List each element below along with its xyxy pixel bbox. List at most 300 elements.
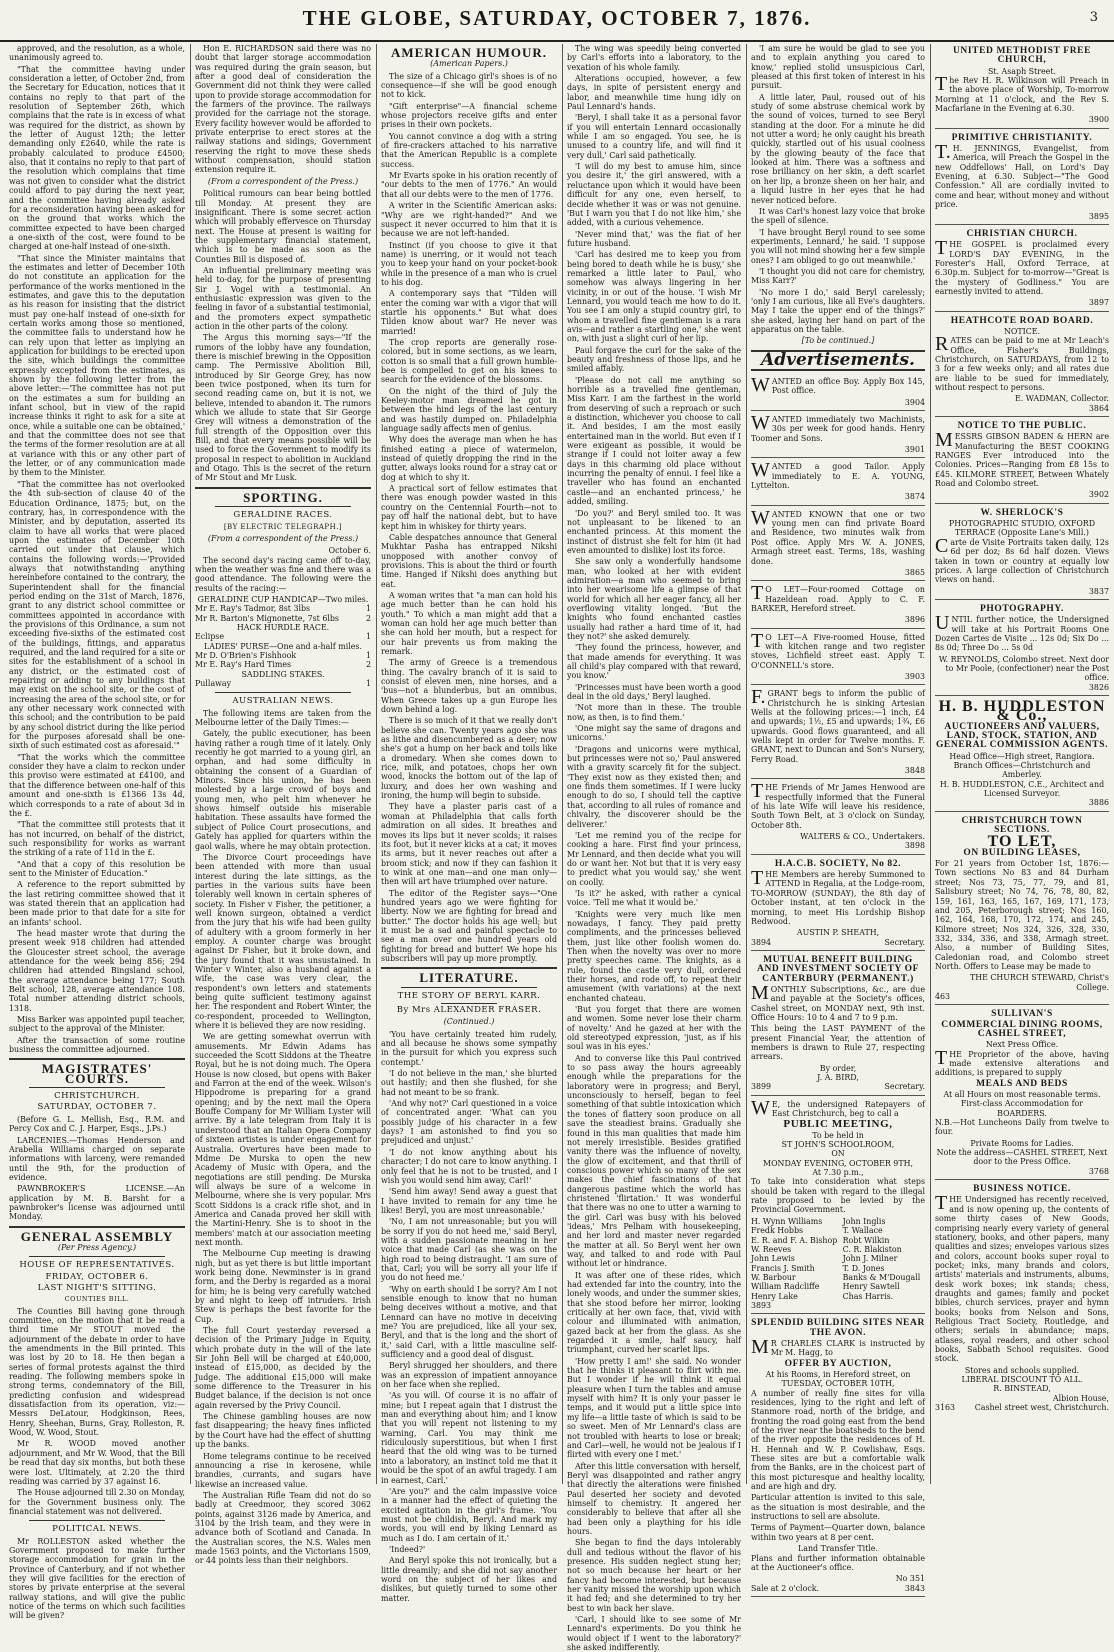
- correspondent-note: (From a correspondent of the Press.): [207, 176, 359, 186]
- ad-text: A number of really fine sites for villa residences, lying to the right and left of Stanmore road, north of the bridge, and fronting the road going east from the bend of the river near the boatsheds to the bend of the river opposite the residences of H. H. Hennah and W. P. Cowlishaw, Esqs. These sites are but a comfortable walk from the Banks, are in the choicest part of this most picturesque and healthy locality, and are high and dry.: [751, 1388, 925, 1492]
- ad-by-order: By order,: [819, 1063, 857, 1073]
- ad-line: Stores and schools supplied.: [964, 1365, 1080, 1375]
- ad-text: TO LET—A Five-roomed House, fitted with kitchen range and two register stoves, Lichfield street east. Apply T. O'CONNELL's store.: [751, 629, 925, 670]
- paragraph: After this little conversation with herself, Beryl was disappointed and rather angry that directly the alterations were finished Paul deserted her society and devoted himself to chemistry. It angered her considerably to believe that after all she had been only a plaything for his idle hours.: [567, 1461, 741, 1536]
- signatory-row: [751, 1217, 925, 1226]
- notices: [935, 44, 1109, 696]
- literature-heading: LITERATURE.: [419, 970, 519, 986]
- section-date: FRIDAY, OCTOBER 6.: [45, 1271, 149, 1282]
- paragraph: Mr Evarts spoke in his oration recently of "our debts to the men of 1776." An would that all our debts were to the men of 1776.: [381, 171, 557, 199]
- horse-entry: Mr D. O'Brien's Fishhook: [195, 650, 297, 660]
- paragraph: 'No, I am not unreasonable; but you will be sorry if you do not heed me,' said Beryl, with a sudden passionate meaning in her voice that made Carl (as she was on the high road to being distraught. 'I am sure of that, Carl; you will be sorry all your life if you do not heed me.': [381, 1217, 557, 1283]
- signatories-table: [751, 1217, 925, 1301]
- paragraph: 'I am sure he would be glad to see you and to explain anything you cared to know,' replied stolid unsuspicious Carl, pleased at this first token of interest in his pursuit.: [751, 44, 925, 91]
- ad-code: 3893: [751, 1300, 772, 1310]
- signatory: William Radcliffe: [751, 1282, 820, 1292]
- race-result-row: [195, 632, 371, 641]
- business-notice-ad: [935, 1182, 1109, 1415]
- race-result-row: [195, 604, 371, 613]
- paragraph: 'But you forget that there are women and women. Some never lose their charm of novelty.' And he gazed at her with the old stereotyped expression, 'just, as if his soul was in his eyes.': [567, 1005, 741, 1052]
- ad-heading: W. SHERLOCK'S: [980, 507, 1064, 518]
- political-rumours: [195, 189, 371, 483]
- ad-text: THE GOSPEL is proclaimed every LORD'S DAY EVENING, in the Forester's Hall, Oxford Terrace, at 6.30p.m. Subject for to-morrow—"Great is the mystery of Godliness." You are earnestly invited to attend.: [935, 237, 1109, 296]
- paragraph: The Chinese gambling houses are now fast disappearing; the heavy fines inflicted by the Court have had the effect of shutting up the banks.: [195, 1412, 371, 1450]
- divider: [215, 506, 351, 507]
- paragraph: 'Are you?' and the calm impassive voice in a manner had the effect of quieting the excited agitation in the girl's frame. 'You must not be childish, Beryl. And mark my words, you will end by liking Lennard as much as I do. I am certain of it.': [381, 1486, 557, 1543]
- divider: [9, 1226, 185, 1228]
- signatory-row: [751, 1236, 925, 1245]
- paragraph: 'I do not believe in the man,' she blurted out hastily; and then she flushed, for she had not meant to be so frank.: [381, 1069, 557, 1097]
- ad-text: MESSRS GIBSON BADEN & HERN are Manufacturing the BEST COOKING RANGES Ever introduced into the Colonies. Prices—Ranging from £8 15s to £45. KILMORE STREET, Between Whately Road and Colombo street.: [935, 429, 1109, 489]
- paragraph: They have a plaster paris cast of a woman at Philadelphia that calls forth admiration on all sides. It breathes and moves its lips but it never scolds; it raises its foot, but it never kicks at a cat; it moves its arms, but it never reaches out after a broom stick; and now if they can fashion it to wink at one man—and one man only—then will art have triumphed over nature.: [381, 802, 557, 887]
- ad-text: The Rev H. R. Wilkinson will Preach in the above place of Worship, To-morrow Morning at 11 o'clock, and the Rev S. Macfarlane in the Evening at 6.30.: [935, 73, 1109, 114]
- ad-text: WANTED a good Tailor. Apply immediately to E. A. YOUNG, Lyttelton.: [751, 459, 925, 491]
- ad-code: 3837: [1088, 586, 1109, 596]
- ad-line: At 7.30 p.m.,: [812, 1168, 864, 1178]
- ad-code: 3901: [904, 445, 925, 455]
- paragraph: You cannot convince a dog with a string of fire-crackers attached to his narrative that the American Republic is a complete success.: [381, 131, 557, 169]
- ad-heading: SULLIVAN'S: [991, 1009, 1053, 1020]
- ad-code: 3897: [1088, 298, 1109, 308]
- paragraph: A contemporary says that "Tilden will enter the coming war with a vigor that will startle his opponents." But what does Tilden know about war? He never was married!: [381, 289, 557, 336]
- paragraph: It was after one of these rides, which had extended far into the country, into the lonely woods, and under the summer skies, that she stood before her mirror, looking critically at her own face, that, vivid with colour and illuminated with animation, gazed back at her from the glass. As she regarded it a smile, half saucy, half triumphant, curved her scarlet lips.: [567, 1270, 741, 1355]
- race-result-row: [195, 651, 371, 660]
- paragraph: Cable despatches announce that General Mukhtar Pasha has entrapped Nikshi unopposed with another convoy of provisions. This is about the third or fourth time. Hanged if Nikshi does anything but eat.: [381, 532, 557, 589]
- paragraph: 'Please do not call me anything so horrible as a travelled fine gentleman, Miss Karr. I am the farthest in the world from deserving of such a reproach or such a distinction, whichever you choose to call it. And besides, I am the most easily entertained man in the world. But even if I were exigeant as possible, it would be strange if I could not loiter away a few days in this charming old place without incurring the penalty of ennui. I feel like a traveller who has found an enchanted castle—and an enchanted princess,' he added, smiling.: [567, 375, 741, 507]
- section-subheading: (American Papers.): [430, 59, 508, 69]
- correspondent-note: (From a correspondent of the Press.): [207, 533, 359, 543]
- paragraph: 'Indeed?': [389, 1544, 426, 1554]
- signatory-row: [751, 1245, 925, 1254]
- paragraph: 'Never mind that,' was the fiat of her future husband.: [567, 229, 741, 248]
- huddleston-ad: [935, 698, 1109, 812]
- ad-code: 3900: [1088, 115, 1109, 125]
- paragraph: The size of a Chicago girl's shoes is of no consequence—if she will be good enough not to kick.: [381, 71, 557, 100]
- ad-code: 3902: [1088, 490, 1109, 500]
- ad-signature: W. REYNOLDS, Colombo street. Next door to Mr Poole, (confectioner) near the Post office.: [938, 654, 1109, 683]
- mutual-benefit-notice: [751, 953, 925, 1096]
- paragraph: The Argus this morning says—"If the rumors of the lobby have any foundation, there is mischief brewing in the Opposition camp. The Permissive Abolition Bill, introduced by Sir George Grey, has now been twice postponed, when its turn for second reading came on, but it is not, we believe, intended to abandon it. The rumors which we allude to state that Sir George Grey will witness a demonstration of the full strength of the Opposition over this Bill, and that every means possible will be used to force the Government to modify its proposal in respect to abolition in Auckland and Otago. This is the secret of the return of Mr Stout and Mr Lusk.: [195, 333, 371, 483]
- political-news: [9, 1537, 185, 1621]
- paragraph: 'Princesses must have been worth a good deal in the old days,' Beryl laughed.: [567, 682, 741, 702]
- ad-line: First-class Accommodation for BOARDERS.: [960, 1099, 1084, 1118]
- signatory: C. R. Blakiston: [842, 1244, 902, 1254]
- page-number: 3: [1089, 10, 1098, 25]
- ad-text: THE Members are hereby Summoned to ATTEND in Regalia, at the Lodge-room, TO-MORROW (SUNDAY), the 8th day of October instant, at ten o'clock in the morning, to meet His Lordship Bishop Redwood.: [751, 867, 925, 926]
- ad-signature: R. BINSTEAD,: [993, 1384, 1051, 1394]
- ad-line: To be held in: [812, 1130, 864, 1140]
- ad-heading: H. B. HUDDLESTON & Co.,: [938, 697, 1106, 725]
- ad-code: 3843: [904, 1583, 925, 1593]
- paragraph: The wing was speedily being converted by Carl's efforts into a laboratory, to the vexation of his whole family.: [567, 44, 741, 72]
- signatory: W. Reeves: [751, 1244, 792, 1254]
- bill-heading: COUNTIES BILL.: [64, 1295, 130, 1304]
- ad-code: 3768: [1088, 1166, 1109, 1176]
- paragraph: The Melbourne Cup meeting is drawing nigh, but as yet there is but little important work being done. Newminster is in grand form, and the Derby is regarded as a moral for him; he is being very carefully watched by and night to keep off intruders. Irish Stew is perhaps the best favorite for the Cup.: [195, 1249, 371, 1324]
- ad-line: MONDAY EVENING, OCTOBER 9TH,: [763, 1158, 913, 1168]
- paragraph: A woman writes that "a man can hold his age much better than he can hold his youth." To which a man might add that a woman can hold her age much better than she can hold her mouth, but a respect for our hair prevents us from making the remark.: [381, 590, 557, 656]
- paragraph: The following items are taken from the Melbourne letter of the Daily Times:—: [195, 708, 371, 728]
- divider: [9, 1058, 185, 1060]
- paragraph: 'I do not know anything about his character; I do not care to know anything. I only feel that he is not to be trusted, and I wish you would send him away, Carl!': [381, 1147, 557, 1185]
- ad-code: 3848: [904, 766, 925, 776]
- ad-line: At all Hours on most reasonable terms.: [943, 1090, 1101, 1100]
- ad-heading: HEATHCOTE ROAD BOARD.: [950, 315, 1094, 326]
- ad-code: 3894: [751, 937, 772, 947]
- classified-ad: [751, 687, 925, 779]
- ad-text: WANTED KNOWN that one or two young men can find private Board and Residence, two minutes walk from Post office. Apply Mrs W. A. JONES, Armagh street east. Terms, 18s, washing done.: [751, 506, 925, 566]
- paragraph: And to converse like this Paul contrived to so pass away the hours agreeably enough while the preparations for the laboratory were in progress; and Beryl, unconsciously to herself, began to feel something of that subtle intoxication which the tones of flattery soon produce on all save the steadiest brains. Gradually she found in this man qualities that made him not merely irresistible. Besides gratified vanity there was the influence of novelty, the glow of excitement, and that thrill of conscious power which so many of the sex makes the chief fascinations of that dangerous pastime which the world has christened 'flirtation.' It was wonderful that there was no one to utter a warning to the girl. Carl was busy with his beloved 'ideas,' Mrs Pelham with housekeeping, and her lord and master never regarded the matter at all. So Beryl went her own way, and talked to and rode with Paul without let or hindrance.: [567, 1053, 741, 1269]
- ad-line: Next Press Office.: [985, 1040, 1059, 1050]
- ad-text: F.GRANT begs to inform the public of Christchurch he is sinking Artesian Wells at the following prices:—1 inch, £4 and upwards; 1½, £5 and upwards; 1¾, £6 upwards. Good flows guaranteed, and all wells kept in order for Twelve months. F. GRANT, next to Duncan and Son's Nursery, Ferry Road.: [751, 686, 925, 764]
- ad-heading: CHRISTIAN CHURCH.: [966, 228, 1078, 239]
- ad-code: 463: [935, 991, 951, 1001]
- paragraph: We are getting somewhat overrun with amusements. Mr Edwin Adams has succeeded the Scott Siddons at the Theatre Royal, but he is not doing much. The Opera House is now closed, but opens with Baker and Farron at the end of the week. Wilson's Hippodrome is preparing for a grand opening; and by the next mail the Opera Bouffe Company for Mr William Lyster will arrive. By a late telegram from Italy it is understood that an Italian Opera Company of sixteen artistes is under engagement for Australia. Overtures have been made to Mdme De Murska to open the new Academy of Music with Opera, and the negotiations are still pending. De Murska will always be sure of a welcome in Melbourne, where she is very popular. Mrs Scott Siddons is a crack rifle shot, and in America and Canada proved her skill with the Martini-Henry. She is to shoot in the members' match at our association meeting next month.: [195, 1032, 371, 1247]
- signatory-row: [751, 1292, 925, 1301]
- divider: [29, 1520, 165, 1521]
- australian-news: [195, 709, 371, 1566]
- paragraph: A little later, Paul, roused out of his study of some abstruse chemical work by the sound of voices, turned to see Beryl standing at the door. For a minute he did not utter a word; he only caught his breath quickly, startled out of his usual coolness by the glowing beauty of the face that looked at him. There was a softness and rose brilliancy on her skin, a deft scarlet on her lip, a bronze sheen on her hair, and a liquid lustre in her eyes that he had never noticed before.: [751, 92, 925, 205]
- ad-code: 3886: [1088, 798, 1109, 808]
- paragraph: On the night of the third of July the Keeley-motor man dreamed he got in between the hind legs of the last century and was hastily dumped on. Philadelphia language sadly affects men of genius.: [381, 386, 557, 434]
- horse-entry: Mr R. Barton's Mignonette, 7st 6lbs: [195, 613, 339, 623]
- paragraph: "That the works which the committee consider they have a claim to reckon under this proviso were estimated at £4100, and that the difference between one-half of this amount and one-sixth is £1366 13s 4d, which corresponds to a rate of about 3d in the £.: [9, 752, 185, 818]
- race-name: LADIES' PURSE—One and a-half miles.: [204, 641, 362, 651]
- race-result-row: [195, 679, 371, 688]
- paragraph: The head master wrote that during the present week 918 children had attended the Gloucester street school, the average attendance for the week being 856; 294 children had attended Bingsland school, the average attendance being 177; South Belt school, 128, average attendance 108. Total number attending district schools, 1318.: [9, 928, 185, 1013]
- ad-line: Head Office—High street, Rangiora.: [949, 751, 1095, 761]
- classified-ad: [751, 375, 925, 411]
- section-subheading: CHRISTCHURCH.: [54, 1091, 140, 1102]
- sullivans-ad: [935, 1007, 1109, 1180]
- paragraph: 'Why on earth should I be sorry? Am I not sensible enough to know that no human being deceives without a motive, and that Lennard can have no motive in deceiving me? You are prejudiced, like all your sex, Beryl, and that is the long and the short of it,' said Carl, with a little masculine self-sufficiency and a good deal of disgust.: [381, 1284, 557, 1360]
- newspaper-title: THE GLOBE, SATURDAY, OCTOBER 7, 1876.: [302, 6, 812, 30]
- ad-line: ON: [831, 1149, 845, 1159]
- signatory: Banks & M'Dougall: [842, 1272, 921, 1282]
- paragraph: 'No more I do,' said Beryl carelessly; 'only I am curious, like all Eve's daughters. May I take the upper end of the things?' she asked, laying her hand on part of the apparatus on the table.: [751, 287, 925, 334]
- paragraph: She began to find the days intolerably dull and tedious without the flavor of his presence. His sudden neglect stung her; not so much because her heart or her fancy had become interested, but because her vanity missed the worship upon which it had fed; and she determined to try her best to win back her slave.: [567, 1538, 741, 1613]
- story-text-continued: [751, 44, 925, 334]
- paragraph: 'I thought you did not care for chemistry, Miss Karr?': [751, 266, 925, 286]
- paragraph: And Beryl spoke this not ironically, but a little dreamily; and she did not say another word on the subject of her likes and dislikes, but quietly turned to some other matter.: [381, 1556, 557, 1603]
- signatory: Henry Lake: [751, 1291, 798, 1301]
- paragraph: It was Carl's honest lazy voice that broke the spell of silence.: [751, 206, 925, 226]
- advertisements-heading: Advertisements.: [761, 349, 915, 370]
- paragraph: LARCENIES.—Thomas Henderson and Arabella Williams charged on separate informations with larceny, were remanded until the 9th, for the production of evidence.: [9, 1135, 185, 1182]
- ad-line: LIBERAL DISCOUNT TO ALL.: [961, 1375, 1083, 1384]
- paragraph: Political rumours can bear being bottled till Monday. At present they are insignificant. There is some secret action which will probably effervesce on Thursday next. The House at present is waiting for the supplementary financial statement, which is to be made as soon as the Counties Bill is disposed of.: [195, 189, 371, 264]
- races-intro: The second day's racing came off to-day, when the weather was fine and there was a good attendance. The following were the results of the racing:—: [195, 555, 371, 593]
- story-title: THE STORY OF BERYL KARR.: [397, 990, 541, 1001]
- ad-subheading: PHOTOGRAPHIC STUDIO, OXFORD TERRACE (Opposite Lane's Mill.): [948, 519, 1096, 538]
- magistrates-report: [9, 1115, 185, 1222]
- story-continued: (Continued.): [443, 1017, 495, 1027]
- ad-text: For 21 years from October 1st, 1876:—Town sections No 83 and 84 Durham street; Nos 73, 75, 77, 79, and 81, Salisbury street; No 74, 76, 78, 80, 82, 159, 161, 163, 165, 167, 169, 171, 173, and 205, Peterborough street; Nos 160, 162, 164, 168, 170, 172, 174, and 245, Kilmore street; Nos 324, 326, 328, 330, 332, 334, 336, and 338, Armagh street. Also, a number of Building Sites, Caledonian road, and Colombo street North. Offers to Lease may be made to: [935, 859, 1109, 971]
- signatory: T. D. Jones: [842, 1263, 885, 1273]
- divider: [29, 1087, 165, 1088]
- paragraph: PAWNBROKER'S LICENSE.—An application by M. B. Barsht for a pawnbroker's license was adjourned until Monday.: [9, 1184, 185, 1222]
- classified-ad: [751, 460, 925, 505]
- divider: [381, 967, 557, 969]
- classified-ad: [751, 583, 925, 628]
- paragraph: Beryl shrugged her shoulders, and there was an expression of impatient annoyance on her face when she replied.: [381, 1361, 557, 1390]
- paragraph: Gately, the public executioner, has been having rather a rough time of it lately. Only recently he got married to a young girl, an orphan, and had some difficulty in obtaining the consent of a Guardian of Minors. Since his union, he has been molested by a large crowd of boys and young men, who pelt him whenever he shows himself outside his miserable habitation. These assaults have formed the subject of Police Court prosecutions, and Gately has applied for quarters within the gaol walls, where he may obtain protection.: [195, 729, 371, 851]
- paragraph: The crop reports are generally rose-colored, but in some sections, as we learn, cotton is so small that a full grown humble-bee is compelled to get on his knees to search for the evidence of the blossoms.: [381, 337, 557, 385]
- ad-text: Particular attention is invited to this sale, as the situation is most desirable, and the instructions to sell are absolute.: [751, 1493, 925, 1522]
- notice-ad: [935, 602, 1109, 696]
- political-news-heading: POLITICAL NEWS.: [52, 1524, 142, 1535]
- paragraph: A reference to the report submitted by the last retiring committee showed that it was stated therein that an application had been made prior to that date for a site for an infants' school.: [9, 880, 185, 927]
- ad-line: At his Rooms, in Hereford street, on: [765, 1369, 911, 1379]
- ad-text: TO LET—Four-roomed Cottage on Hazeldean road. Apply to C. F. BARKER, Hereford street.: [751, 582, 925, 613]
- paragraph: She saw only a wonderfully handsome man, who looked at her with evident admiration—a man who seemed to bring into her wearisome life a glimpse of that world for which all her eager fancy, all her overflowing vitality longed. 'But the knights who found enchanted castles usually had rather a hard time of it, had they not?' she asked demurely.: [567, 557, 741, 641]
- town-sections-ad: [935, 814, 1109, 1006]
- paragraph: 'And why not?' Carl questioned in a voice of concentrated anger. 'What can you possibly judge of his character in a few days? I am astonished to find you so prejudiced and unjust.': [381, 1099, 557, 1146]
- notice-ad: [935, 131, 1109, 225]
- signatory-row: [751, 1282, 925, 1291]
- divider: [401, 987, 537, 988]
- paragraph: The House adjourned till 2.30 on Monday, for the Government business only. The financial statement was not delivered.: [9, 1488, 185, 1516]
- race-result-row: [195, 660, 371, 669]
- ad-text: To take into consideration what steps should be taken with regard to the illegal rate proposed to be levied by the Provincial Government.: [751, 1177, 925, 1215]
- ad-heading: OFFER BY AUCTION,: [784, 1358, 892, 1369]
- paragraph: After the transaction of some routine business the committee adjourned.: [9, 1035, 185, 1055]
- race-name: HACK HURDLE RACE.: [236, 622, 330, 632]
- section-date: SATURDAY, OCTOBER 7.: [37, 1102, 157, 1113]
- paragraph: A writer in the Scientific American asks: "Why are we right-handed?" And we suspect it never occurred to him that it is because we are not left-handed.: [381, 201, 557, 239]
- auction-notice: [751, 1316, 925, 1597]
- paragraph: "And that a copy of this resolution be sent to the Minister of Education.": [9, 859, 185, 878]
- ad-heading: PUBLIC MEETING,: [783, 1118, 893, 1131]
- signatory: Robt Wilkin: [842, 1235, 890, 1245]
- signatory-row: [751, 1273, 925, 1282]
- ad-code: 3826: [1088, 682, 1109, 692]
- house-heading: HOUSE OF REPRESENTATIVES.: [19, 1260, 175, 1271]
- signatory-row: [751, 1226, 925, 1235]
- notice-ad: [935, 419, 1109, 504]
- ad-text: This being the LAST PAYMENT of the present Financial Year, the attention of members is drawn to Rule 27, respecting arrears.: [751, 1024, 925, 1062]
- assembly-report: [9, 1307, 185, 1517]
- paragraph: The editor of the Register says—"One hundred years ago we were fighting for liberty. Now we are fighting for bread and butter." The doctor holds his age well; but it must be a sad and painful spectacle to see a man over one hundred years old fighting for bread and butter! We hope his subscribers will pay up more promptly.: [381, 888, 557, 963]
- ad-heading: PHOTOGRAPHY.: [979, 603, 1064, 614]
- paragraph: "That since the Minister maintains that the estimates and letter of December 10th do not constitute an application for the performance of the works mentioned in the estimates, and gave this to the deputation as his reason for insisting that the district must pay one-half instead of one-sixth for certain works among those so mentioned, the committee fails to understand how he can rely upon that letter as implying an application for buildings to be erected upon the site, which buildings the committee expressly excepted from the estimates, as shown by the following letter from the above letter:—'The committee has not put on the estimates a sum for building an infant school, but in view of the rapid increase thinks it right to ask for a site at once, while a suitable one can be obtained,' and that the committee does not see that the terms of the former resolution are at all at variance with this or any other part of the letter, or of any communication made by them to the Minister.: [9, 253, 185, 478]
- australian-news-heading: AUSTRALIAN NEWS.: [232, 696, 334, 707]
- notice-ad: [935, 44, 1109, 129]
- paragraph: The Counties Bill having gone through committee, on the motion that it be read a third time Mr STOUT moved the adjournment of the debate in order to have the amendments in the Bill printed. This was lost by 20 to 18. He then began a series of formal protests against the third reading. The following members spoke in strong terms, condemnatory of the Bill, predicting confusion and widespread dissatisfaction from its operation, viz:—Messrs DeLatour, Hodgkinson, Rees, Henry, Sheehan, Burns, Gray, Rolleston, R. Wood, W. Wood, Stout.: [9, 1306, 185, 1438]
- ad-line: ST JOHN'S SCHOOLROOM,: [781, 1140, 895, 1150]
- notice-ad: [935, 227, 1109, 312]
- paragraph: 'Carl has desired me to keep you from being bored to death while he is busy,' she remarked a little later to Paul, who somehow was always lingering in her vicinity, in or out of the house. 'I wish Mr Lennard, you would teach me how to do it. You see I am only a stupid country girl, to whom a travelled fine gentleman is a rara avis—and rather a startling one,' she went on, with just a slight curl of her lip.: [567, 250, 741, 344]
- ad-subheading: NOTICE.: [1003, 326, 1041, 336]
- paragraph: 'As you will. Of course it is no affair of mine; but I repeat again that I distrust the man and everything about him; and I know that you will repent not listening to my warning, Carl. You may think me ridiculously superstitious, but when I first heard that the old wing was to be turned into a laboratory, an instinct told me that it would be the spot of an awful tragedy. I am in earnest, Carl.': [381, 1391, 557, 1485]
- paragraph: 'Do you?' and Beryl smiled too. It was not unpleasant to be likened to an enchanted princess. At this moment the instinct of distrust she felt for him (it had even amounted to dislike) lost its force.: [567, 508, 741, 555]
- signatory: Chas Harris.: [842, 1291, 894, 1301]
- ad-text: Terms of Payment—Quarter down, balance within two years at 8 per cent.: [751, 1523, 925, 1542]
- column-1: [4, 44, 190, 1621]
- ad-text: Carte de Visite Portraits taken daily, 12s 6d per doz; 8s 6d half dozen. Views taken in town or country at equally low prices. A large collection of Christchurch views on hand.: [935, 534, 1109, 585]
- paragraph: A practical sort of fellow estimates that there was enough powder wasted in this country on the Centennial Fourth—not to pay off half the national debt, but to have kept him in whiskey for thirty years.: [381, 484, 557, 531]
- ad-heading: SPLENDID BUILDING SITES NEAR THE AVON.: [751, 1318, 925, 1338]
- column-4: [562, 44, 746, 1652]
- ad-line: Land Transfer Title.: [798, 1544, 878, 1554]
- classified-ads: [751, 375, 925, 855]
- signatory: John Inglis: [842, 1216, 886, 1226]
- signatory: H. Wynn Williams: [751, 1216, 823, 1226]
- column-3: [376, 44, 562, 1603]
- paragraph: Mr ROLLESTON asked whether the Government proposed to make further storage accommodation for grain in the Province of Canterbury, and if not whether they will give facilities for the erection of stores by private enterprise at the several railway stations, and will give the public notice of the terms on which such facilities will be given?: [9, 1536, 185, 1621]
- paragraph: approved, and the resolution, as a whole, unanimously agreed to.: [9, 44, 185, 63]
- signatory: Henry Sawtell: [842, 1282, 900, 1292]
- placing: 1: [365, 632, 371, 642]
- ad-code: 3898: [904, 841, 925, 851]
- paragraph: 'Let me remind you of the recipe for cooking a hare. First find your princess, Mr Lennard, and then decide what you will do or want her. Not but that it is very easy to predict what you would say,' she went on coolly.: [567, 830, 741, 887]
- paragraph: Alterations occupied, however, a few days, in spite of persistent energy and labor, and meanwhile time hung idly on Paul Lennard's hands.: [567, 74, 741, 112]
- paragraph: 'One might say the same of dragons and unicorns.': [567, 724, 741, 743]
- ad-line: Branch Offices—Christchurch and Amberley.: [953, 761, 1091, 780]
- signatory: Francis J. Smith: [751, 1263, 815, 1273]
- ad-line: Cashel street west, Christchurch.: [974, 1403, 1109, 1413]
- paragraph: "That the committee still protests that it has not incurred, on behalf of the district, such responsibility for works as warrant the striking of a rate of 11d in the £.: [9, 820, 185, 858]
- ad-code: 3865: [904, 567, 925, 577]
- column-6: [930, 44, 1114, 1484]
- ad-line: H. B. HUDDLESTON, C.E., Architect and Licensed Surveyor.: [939, 779, 1105, 799]
- horse-entry: Mr E. Ray's Hard Times: [195, 660, 292, 670]
- placing: 2: [365, 660, 371, 670]
- telegraph-note: [BY ELECTRIC TELEGRAPH.]: [223, 522, 343, 531]
- column-5: [746, 44, 930, 1593]
- paragraph: Home telegrams continue to be received announcing a rise in kerosene, while brandies, currants, and sugars have likewise an increased value.: [195, 1451, 371, 1489]
- paragraph: The full Court yesterday reversed a decision of the Primary Judge in Equity, which probate duty in the will of the late Sir John Bell will be charged at £40,000, instead of £15,000, as decided by the Judge. The additional £15,000 will make some difference to the Treasurer in his Budget balance, if the decision is not once again reversed by the Privy Council.: [195, 1326, 371, 1410]
- signatory: John J. Milner: [842, 1254, 898, 1264]
- ad-heading: NOTICE TO THE PUBLIC.: [957, 421, 1087, 432]
- paragraph: 'You have certainly treated him rudely, and all because he shows some sympathy in the pursuit for which you express such contempt.': [381, 1029, 557, 1067]
- section-subheading: (Per Press Agency.): [57, 1242, 137, 1252]
- political-news-continued: [195, 44, 371, 175]
- ad-heading: PRIMITIVE CHRISTIANITY.: [951, 132, 1093, 143]
- paragraph: An influential preliminary meeting was held to-day, for the purpose of presenting Sir J. Vogel with a testimonial. An enthusiastic expression was given to the feeling in favor of a substantial testimonial, and the promoters expect sympathetic action in the other parts of the colony.: [195, 265, 371, 331]
- notice-ad: [935, 314, 1109, 417]
- ad-signature: WALTERS & CO., Undertakers.: [800, 832, 925, 842]
- paragraph: The Divorce Court proceedings have been attended with more than usual interest during the late sittings, as the parties in the various suits have been tolerably well known in certain spheres of society. In Fisher v Fisher, the petitioner, a well known surgeon, obtained a verdict from the jury that his wife had been guilty of adultery with a groom formerly in her employ. A counter charge was brought against Dr Fisher, but it broke down, and the jury found that it was unsustained. In Winter v Winter, also a husband against a wife, the case was very clear, the respondent's own letters and statements being quite sufficient testimony against her. The respondent and Robert Winter, the co-respondent, proceeded to Wellington, where it is believed they are now residing.: [195, 852, 371, 1031]
- ad-signature: THE CHURCH STEWARD, Christ's College.: [969, 973, 1109, 992]
- paragraph: The Australian Rifle Team did not do so badly at Creedmoor, they scored 3062 points, against 3126 made by America, and 3104 by the Irish team, and they were in advance both of Scotland and Canada. In the Australian scores, the N.S. Wales men made 1563 points, and the Victorians 1509, or 44 points less than their neighbors.: [195, 1490, 371, 1566]
- ad-text: THE Undersigned has recently received, and is now opening up, the contents of some thirty cases of New Goods, comprising nearly every variety of general stationery, books, and other papers, many qualities and sizes; envelopes various sizes and colors, account books super royal to pocket; inks, many brands and colors, artists' materials and instruments, albums, desk work boxes; ink stands; chess, draughts and games; family and pocket bibles, church services, prayer and hymn books; books from Nelson and Sons, Religious Tract Society, Routledge, and others; serials in abundance; maps, atlases, royal readers, and other school books, Sabbath School requisites. Good stock.: [935, 1192, 1109, 1364]
- ad-text: WE, the undersigned Ratepayers of East Christchurch, beg to call a: [751, 1096, 925, 1119]
- classified-ad: [751, 508, 925, 581]
- hacb-notice: [751, 857, 925, 951]
- horse-entry: Mr E. Ray's Tadmor, 8st 3lbs: [195, 604, 311, 614]
- ad-signature: AUSTIN P. SHEATH,: [796, 928, 880, 938]
- divider: [195, 487, 371, 489]
- ad-code: 3895: [1088, 211, 1109, 221]
- placing: 1: [365, 650, 371, 660]
- paragraph: There is so much of it that we really don't believe she can. Twenty years ago she was as lithe and disencumbered as a deer; now she's got a hump on her back and toils like a dromedary. When she comes down to rice, milk, and potatoes, chops her own wood, knocks the bottom out of the lap of luxury, and does her own washing and ironing, the hump will begin to subside.: [381, 716, 557, 801]
- sitting-heading: LAST NIGHT'S SITTING.: [37, 1282, 157, 1293]
- paragraph: 'Beryl, I shall take it as a personal favor if you will entertain Lennard occasionally while I am so engaged. You see, he is unused to a country life, and will find it very dull,' Carl said pathetically.: [567, 113, 741, 160]
- horse-entry: Eclipse: [195, 632, 224, 642]
- paragraph: Why does the average man when he has finished eating a piece of watermelon, instead of quietly dropping the rind in the gutter, always looks round for a stray cat or dog at which to shy it.: [381, 435, 557, 482]
- ad-text: MONTHLY Subscriptions, &c., are due and payable at the Society's offices, Cashel street, on MONDAY next, 9th inst. Office Hours: 10 to 4 and 7 to 9 p.m.: [751, 981, 925, 1022]
- ad-code: 3896: [904, 615, 925, 625]
- placing: 2: [365, 613, 371, 623]
- ad-line: Note the address—CASHEL STREET, Next door to the Press Office.: [936, 1148, 1108, 1167]
- paragraph: The army of Greece is a tremendous thing. The cavalry branch of it is said to consist of eleven men, nine horses, and a 'bus—not a blunderbus, but an omnibus. When Greece takes up a gun Europe lies down behind a log.: [381, 658, 557, 715]
- ad-heading: CHRISTCHURCH TOWN SECTIONS.: [961, 815, 1083, 836]
- ad-code: 3163: [935, 1403, 956, 1413]
- classified-ad: [751, 631, 925, 686]
- ad-text: T.H. JENNINGS, Evangelist, from America, will Preach the Gospel in the new Oddfellows' Hall, on Lord's Day Evening, at 6.30. Subject—"The Good Confession." All are cordially invited to come and hear, without money and without price.: [935, 141, 1109, 210]
- ad-signature: E. WADMAN, Collector.: [1015, 394, 1109, 404]
- race-name: SADDLING STAKES.: [241, 669, 325, 679]
- paragraph: 'Not more than in these. The trouble now, as then, is to find them.': [567, 703, 741, 722]
- race-result-row: [195, 614, 371, 623]
- paragraph: "Gift enterprise"—A financial scheme whose projectors receive gifts and enter prises in their own pockets.: [381, 101, 557, 130]
- sporting-heading: SPORTING.: [243, 489, 323, 505]
- ad-line: Private Rooms for Ladies.: [970, 1138, 1074, 1148]
- humour-items: [381, 72, 557, 964]
- ad-line: TUESDAY, OCTOBER 10TH,: [781, 1379, 895, 1389]
- ad-code: 3903: [904, 671, 925, 681]
- paragraph: 'They found the princess, however, and that made amends for everything. It was all child's play compared with that reward, you know.': [567, 643, 741, 681]
- ad-subheading: St. Asaph Street.: [987, 66, 1057, 76]
- ad-role: Secretary.: [884, 937, 925, 947]
- ad-heading: BUSINESS NOTICE.: [973, 1184, 1071, 1195]
- paragraph: "That the committee having under consideration a letter, of October 2nd, from the Secretary for Education, notices that it contains no reply to that part of the resolution of September 26th, which complains that the rate is in excess of what was required for the district, as shown by the letter of August 12th; the letter demanding only £2640, while the rate is probably calculated to produce £4500; also, that it contains no reply to that part of the resolution which complains that time was not given to consider what the district could afford to pay during the next year, and the committee having already asked for a reconsideration having been asked for on the ground that works which the committee expected to have been charged a one-sixth of the cost, were found to be charged at one-half instead of one-sixth.: [9, 64, 185, 252]
- signatory-row: [751, 1254, 925, 1263]
- paragraph: Miss Barker was appointed pupil teacher, subject to the approval of the Minister.: [9, 1015, 185, 1034]
- ad-line: No 351: [895, 1574, 925, 1584]
- ad-text: THE Friends of Mr James Henwood are respectfully informed that the Funeral of his late Wife will leave his residence, South Town Belt, at 3 o'clock on Sunday, October 8th.: [751, 780, 925, 830]
- paragraph: 'Is it?' he asked, with rather a cynical voice. 'Tell me what it would be.': [567, 888, 741, 908]
- ad-text: WANTED an office Boy. Apply Box 145, Post office.: [751, 374, 925, 396]
- notice-ad: [935, 506, 1109, 600]
- divider: [441, 1003, 497, 1004]
- paragraph: 'Carl, I should like to see some of Mr Lennard's experiments. Do you think he would object if I went to the laboratory?' she asked indifferently.: [567, 1615, 741, 1652]
- signatory-row: [751, 1264, 925, 1273]
- ad-text: WANTED immediately two Machinists, 30s per week for good hands. Henry Toomer and Sons.: [751, 412, 925, 443]
- public-meeting-notice: [751, 1098, 925, 1315]
- ad-text: N.B.—Hot Luncheons Daily from twelve to four.: [935, 1118, 1109, 1137]
- ad-signature: J. A. BIRD,: [817, 1073, 859, 1082]
- ad-heading: TO LET,: [987, 833, 1057, 851]
- divider: [215, 692, 351, 693]
- ad-code: 3874: [904, 492, 925, 502]
- ad-text: THE Proprietor of the above, having made extensive alterations and additions, is prepared to supply: [935, 1046, 1109, 1078]
- paragraph: Hon E. RICHARDSON said there was no doubt that larger storage accommodation was required during the grain season, but after a good deal of consideration the Government did not think they were called upon to provide storage accommodation for the farmers of the province. The railways provided for the carriage not the storage. Every facility however would be afforded to private enterprise to erect stores at the railway stations and sidings, Government reserving the right to move these sheds without compensation, should station extension require it.: [195, 44, 371, 175]
- ad-heading: MUTUAL BENEFIT BUILDING AND INVESTMENT SOCIETY OF CANTERBURY (PERMANENT.): [756, 954, 919, 984]
- ad-text: Plans and further information obtainable at the Auctioneer's office.: [751, 1553, 925, 1572]
- race-results: [195, 595, 371, 688]
- ad-heading: H.A.C.B. SOCIETY, No 82.: [774, 858, 902, 869]
- ad-subheading: MEALS AND BEDS: [976, 1078, 1068, 1089]
- story-text: [381, 1030, 557, 1603]
- magistrates-courts-heading: MAGISTRATES' COURTS.: [41, 1061, 153, 1086]
- signatory: John Lewis: [751, 1254, 795, 1264]
- ad-subheading: ON BUILDING LEASES,: [963, 847, 1081, 858]
- report-date: October 6.: [328, 546, 371, 556]
- story-author: By Mrs ALEXANDER FRASER.: [396, 1005, 542, 1015]
- ad-role: Secretary.: [884, 1082, 925, 1092]
- signatory: T. Wallace: [842, 1226, 883, 1236]
- to-be-continued: [To be continued.]: [801, 336, 875, 346]
- column-2: [190, 44, 376, 1566]
- story-text-continued: [567, 44, 741, 1652]
- ad-text: RATES can be paid to me at Mr Leach's Office, Fisher's Buildings, Christchurch, on SATURDAYS, from 12 to 3 for a few weeks only; and all rates due are liable to be sued for immediately, without respect to persons.: [935, 333, 1109, 392]
- paragraph: "That the committee has not overlooked the 4th sub-section of clause 40 of the Education Ordinance, 1875; but, on the contrary, has, in correspondence with the Minister, and by deputation, asserted its claim to have all works that were placed upon the estimates of December 10th carried out under that clause, which contains the following words:—'Provided always that notwithstanding anything hereinbefore contained to the contrary, the Superintendent shall for the financial period ending on the 31st of March, 1876, grant to any district school committee or committees appointed in accordance with the provisions of this Ordinance, a sum not exceeding five-sixths of the estimated cost of the buildings, fittings, and apparatus required, and the land required for a site or sites for the establishment of a school in any district, or the estimated cost of repairing or adding to any buildings that may exist on the school site, or the cost of increasing the area of the school site, or for any other necessary work connected with this school; and the contribution to be paid by any school district during the like period for the purposes aforesaid shall be one-sixth of such estimated cost as aforesaid.'": [9, 479, 185, 751]
- ad-code: 3899: [751, 1082, 772, 1092]
- ad-code: 3864: [1088, 403, 1109, 413]
- placing: 1: [365, 604, 371, 614]
